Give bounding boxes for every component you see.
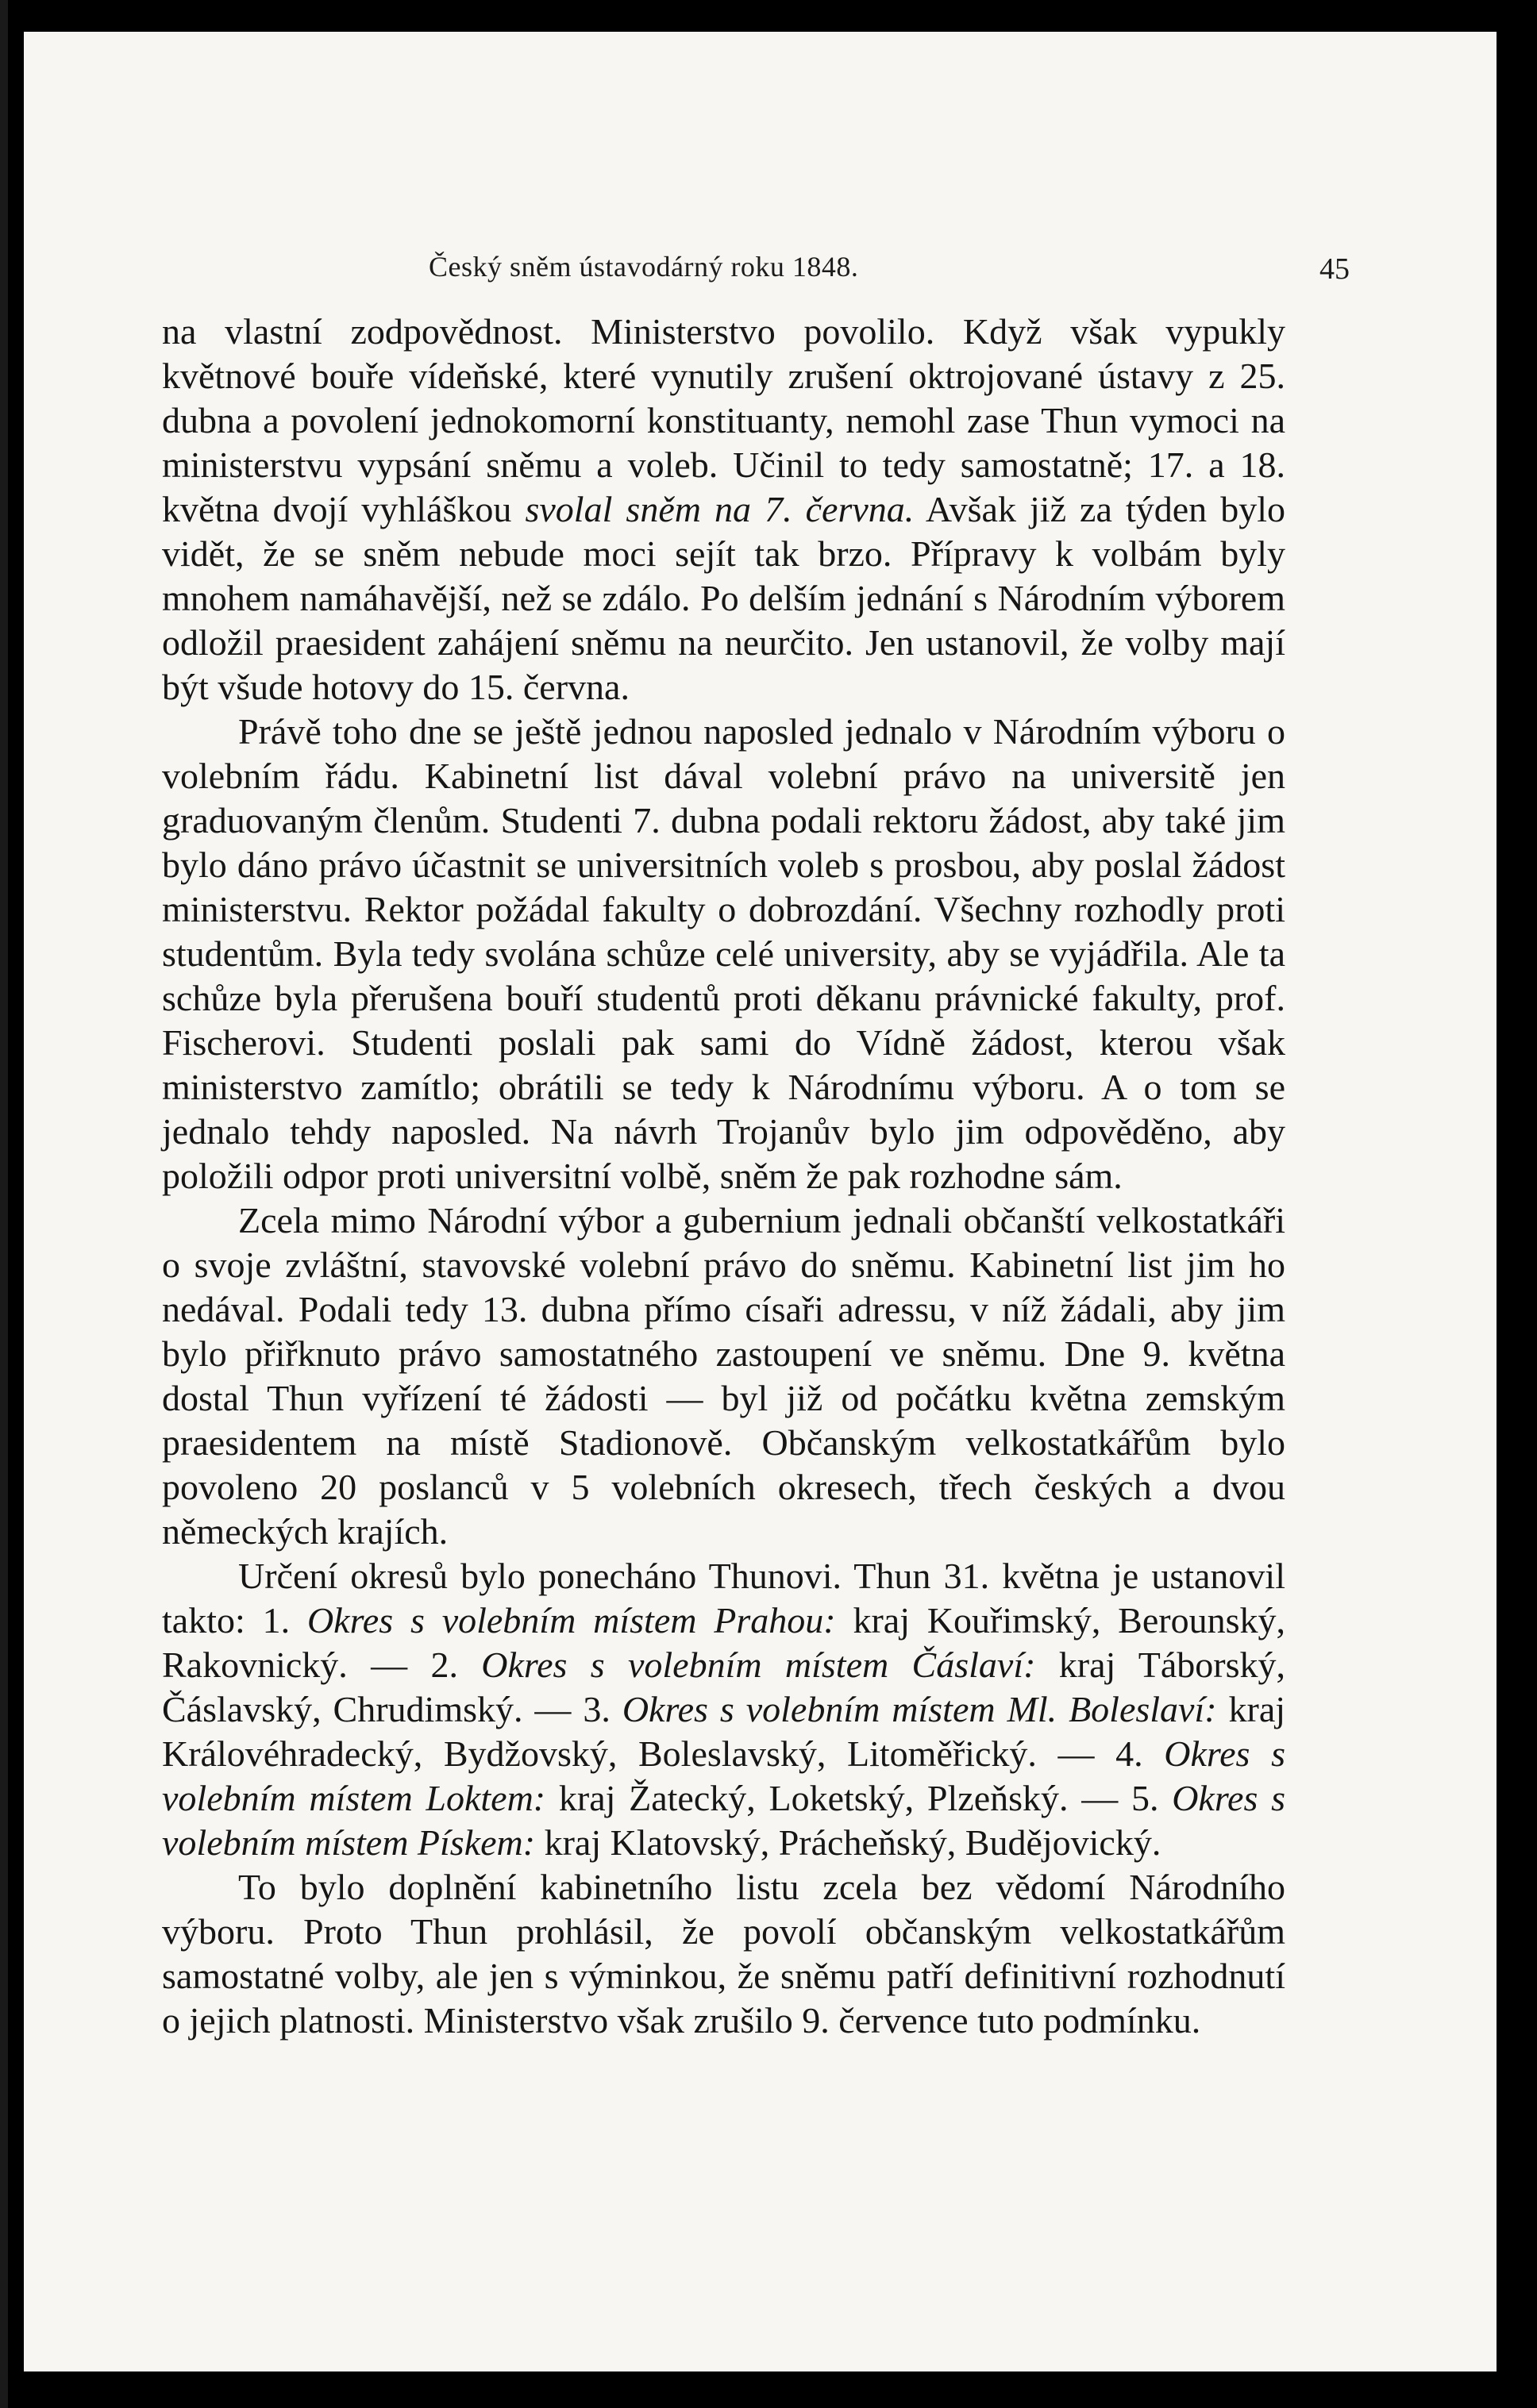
paragraph-4 <box>162 1554 1285 1865</box>
scan-gutter <box>0 0 8 2408</box>
body-text <box>162 310 1285 2043</box>
district-1-label: Okres s volebním místem Prahou: <box>306 1600 836 1641</box>
district-4-label: Okres s volebním místem Loktem: <box>162 1733 1285 1818</box>
paragraph-4-text-2: kraj Kouřimský, Berounský, Rakovnický. — 2. <box>162 1600 1285 1685</box>
paragraph-4-text-3: kraj Táborský, Čáslavský, Chrudimský. — 3. <box>162 1644 1285 1729</box>
district-5-label: Okres s volebním místem Pískem: <box>162 1778 1285 1863</box>
district-2-label: Okres s volebním místem Čáslaví: <box>481 1644 1036 1685</box>
paragraph-3: Zcela mimo Národní výbor a gubernium jednali občanští velkostatkáři o svoje zvláštní, stavovské volební právo do sněmu. Kabinetní list jim ho nedával. Podali tedy 13. dubna přímo císaři adressu, v níž žádali, aby jim bylo přiřknuto právo samostatného zastoupení ve sněmu. Dne 9. května dostal Thun vyřízení té žádosti — byl již od počátku května zemským praesidentem na místě Stadionově. Občanským velkostatkářům bylo povoleno 20 poslanců v 5 volebních okresech, třech českých a dvou německých krajích. <box>162 1200 1285 1552</box>
district-3-label: Okres s volebním místem Ml. Boleslaví: <box>622 1689 1217 1729</box>
paragraph-5: To bylo doplnění kabinetního listu zcela bez vědomí Národního výboru. Proto Thun prohlásil, že povolí občanským velkostatkářům samostatné volby, ale jen s výminkou, že sněmu patří definitivní rozhodnutí o jejich platnosti. Ministerstvo však zrušilo 9. července tuto podmínku. <box>162 1867 1285 2041</box>
page-number: 45 <box>1319 252 1350 286</box>
paragraph-1-text-b: Avšak již za týden bylo vidět, že se sněm nebude moci sejít tak brzo. Přípravy k volbám byly mnohem namáhavější, než se zdálo. Po delším jednání s Národním výborem odložil praesident zahájení sněmu na neurčito. Jen ustanovil, že volby mají být všude hotovy do 15. června. <box>162 489 1285 707</box>
paragraph-1-text-a: na vlastní zodpovědnost. Ministerstvo povolilo. Když však vypukly květnové bouře vídeňské, které vynutily zrušení oktrojované ústavy z 25. dubna a povolení jednokomorní konstituanty, nemohl zase Thun vymoci na ministerstvu vypsání sněmu a voleb. Učinil to tedy samostatně; 17. a 18. května dvojí vyhláškou <box>162 311 1285 529</box>
paragraph-4-text-4: kraj Královéhradecký, Bydžovský, Boleslavský, Litoměřický. — 4. <box>162 1689 1286 1774</box>
paragraph-4-text-5: kraj Žatecký, Loketský, Plzeňský. — 5. <box>545 1778 1173 1818</box>
paragraph-2: Právě toho dne se ještě jednou naposled jednalo v Národním výboru o volebním řádu. Kabinetní list dával volební právo na universitě jen graduovaným členům. Studenti 7. dubna podali rektoru žádost, aby také jim bylo dáno právo účastnit se universitních voleb s prosbou, aby poslal žádost ministerstvu. Rektor požádal fakulty o dobrozdání. Všechny rozhodly proti studentům. Byla tedy svolána schůze celé university, aby se vyjádřila. Ale ta schůze byla přerušena bouří studentů proti děkanu právnické fakulty, prof. Fischerovi. Studenti poslali pak sami do Vídně žádost, kterou však ministerstvo zamítlo; obrátili se tedy k Národnímu výboru. A o tom se jednalo tehdy naposled. Na návrh Trojanův bylo jim odpověděno, aby položili odpor proti universitní volbě, sněm že pak rozhodne sám. <box>162 711 1285 1196</box>
paragraph-4-text-6: kraj Klatovský, Prácheňský, Budějovický. <box>535 1822 1161 1863</box>
paragraph-4-text-1: Určení okresů bylo ponecháno Thunovi. Thun 31. května je ustanovil takto: 1. <box>162 1556 1285 1641</box>
running-head-title: Český sněm ústavodárný roku 1848. <box>429 251 859 283</box>
paragraph-1-italic: svolal sněm na 7. června. <box>525 489 915 529</box>
book-page <box>24 32 1497 2371</box>
paragraph-1 <box>162 310 1285 710</box>
